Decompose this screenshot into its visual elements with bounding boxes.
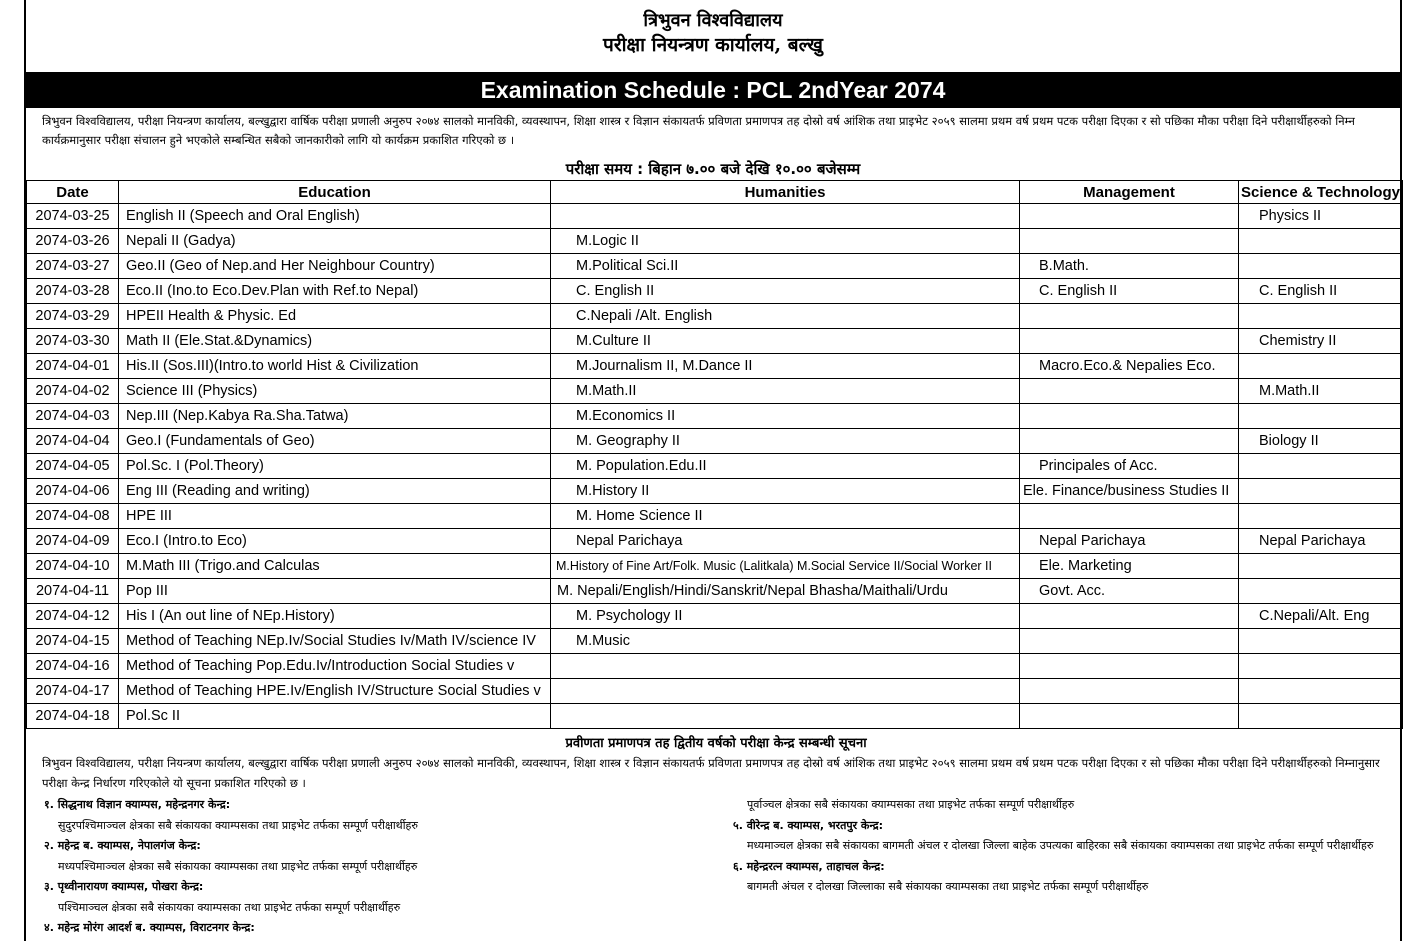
table-row	[27, 504, 1403, 529]
date-cell: 2074-03-26	[27, 229, 119, 254]
education-cell: Pol.Sc II	[119, 704, 551, 729]
humanities-cell: M.Math.II	[551, 379, 1020, 404]
management-cell	[1020, 379, 1239, 404]
humanities-cell: M. Psychology II	[551, 604, 1020, 629]
management-cell: Govt. Acc.	[1020, 579, 1239, 604]
education-cell: Eng III (Reading and writing)	[119, 479, 551, 504]
table-header-row	[27, 181, 1403, 204]
science-cell	[1239, 254, 1403, 279]
table-row	[27, 254, 1403, 279]
education-cell: Eco.II (Ino.to Eco.Dev.Plan with Ref.to Nepal)	[119, 279, 551, 304]
education-cell: Eco.I (Intro.to Eco)	[119, 529, 551, 554]
science-cell: M.Math.II	[1239, 379, 1403, 404]
management-cell: Ele. Finance/business Studies II	[1020, 479, 1239, 504]
education-cell: English II (Speech and Oral English)	[119, 204, 551, 229]
date-cell: 2074-04-16	[27, 654, 119, 679]
date-cell: 2074-04-09	[27, 529, 119, 554]
exam-time: परीक्षा समय : बिहान ७.०० बजे देखि १०.०० बजेसम्म	[565, 160, 861, 178]
education-cell: HPE III	[119, 504, 551, 529]
science-cell	[1239, 304, 1403, 329]
header	[26, 0, 1400, 72]
table-row	[27, 629, 1403, 654]
table-row	[27, 604, 1403, 629]
science-cell	[1239, 654, 1403, 679]
humanities-cell	[551, 679, 1020, 704]
date-cell: 2074-03-29	[27, 304, 119, 329]
management-cell	[1020, 429, 1239, 454]
education-cell: His I (An out line of NEp.History)	[119, 604, 551, 629]
management-cell	[1020, 504, 1239, 529]
schedule-title-banner: Examination Schedule : PCL 2ndYear 2074	[26, 72, 1400, 108]
center-name: ४. महेन्द्र मोरंग आदर्श ब. क्याम्पस, विराटनगर केन्द्र:	[44, 921, 255, 934]
date-cell: 2074-04-01	[27, 354, 119, 379]
management-cell	[1020, 304, 1239, 329]
science-cell: C. English II	[1239, 279, 1403, 304]
education-cell: Math II (Ele.Stat.&Dynamics)	[119, 329, 551, 354]
management-cell	[1020, 654, 1239, 679]
education-cell: Geo.II (Geo of Nep.and Her Neighbour Country)	[119, 254, 551, 279]
centers-left-column	[42, 795, 731, 939]
table-row	[27, 554, 1403, 579]
science-cell	[1239, 454, 1403, 479]
table-row	[27, 654, 1403, 679]
humanities-cell: C.Nepali /Alt. English	[551, 304, 1020, 329]
table-row	[27, 454, 1403, 479]
education-cell: Pop III	[119, 579, 551, 604]
notice-body: त्रिभुवन विश्वविद्यालय, परीक्षा नियन्त्रण कार्यालय, बल्खुद्वारा वार्षिक परीक्षा प्रणाली अनुरुप २०७४ सालको मानविकी, व्यवस्थापन, शिक्षा शास्त्र र विज्ञान संकायतर्फ प्रविणता प्रमाणपत्र तह दोस्रो वर्ष आंशिक तथा प्राइभेट २०५९ सालमा प्रथम वर्ष प्रथम पटक परीक्षा दिएका र सो पछिका मौका परीक्षा दिने परीक्षार्थीहरुको निम्नानुसार परीक्षा केन्द्र निर्धारण गरिएकोले यो सूचना प्रकाशित गरिएको छ ।	[42, 756, 1380, 790]
science-cell: Chemistry II	[1239, 329, 1403, 354]
humanities-cell: M.Music	[551, 629, 1020, 654]
management-cell	[1020, 629, 1239, 654]
management-cell: B.Math.	[1020, 254, 1239, 279]
table-row	[27, 279, 1403, 304]
management-cell	[1020, 404, 1239, 429]
date-cell: 2074-04-02	[27, 379, 119, 404]
humanities-cell: C. English II	[551, 279, 1020, 304]
table-row	[27, 354, 1403, 379]
education-cell: His.II (Sos.III)(Intro.to world Hist & Civilization	[119, 354, 551, 379]
intro-paragraph: त्रिभुवन विश्वविद्यालय, परीक्षा नियन्त्रण कार्यालय, बल्खुद्वारा वार्षिक परीक्षा प्रणाली अनुरुप २०७४ सालको मानविकी, व्यवस्थापन, शिक्षा शास्त्र र विज्ञान संकायतर्फ प्रविणता प्रमाणपत्र तह दोस्रो वर्ष आंशिक तथा प्राइभेट २०५९ सालमा प्रथम वर्ष प्रथम पटक परीक्षा दिएका र सो पछिका मौका परीक्षा दिने परीक्षार्थीहरुको निम्न कार्यक्रमानुसार परीक्षा संचालन हुने भएकोले सम्बन्धित सबैको जानकारीको लागि यो कार्यक्रम प्रकाशित गरिएको छ ।	[42, 114, 1355, 147]
date-cell: 2074-04-03	[27, 404, 119, 429]
date-cell: 2074-04-08	[27, 504, 119, 529]
header-management: Management	[1020, 181, 1239, 204]
table-row	[27, 304, 1403, 329]
date-cell: 2074-04-17	[27, 679, 119, 704]
education-cell: Method of Teaching NEp.Iv/Social Studies Iv/Math IV/science IV	[119, 629, 551, 654]
header-science-technology: Science & Technology	[1239, 181, 1403, 204]
humanities-cell: M.Journalism II, M.Dance II	[551, 354, 1020, 379]
management-cell: Nepal Parichaya	[1020, 529, 1239, 554]
table-row	[27, 379, 1403, 404]
date-cell: 2074-04-06	[27, 479, 119, 504]
education-cell: Nep.III (Nep.Kabya Ra.Sha.Tatwa)	[119, 404, 551, 429]
table-row	[27, 404, 1403, 429]
center-description: सुदुरपश्चिमाञ्चल क्षेत्रका सबै संकायका क्याम्पसका तथा प्राइभेट तर्फका सम्पूर्ण परीक्षार्थीहरु	[58, 818, 418, 832]
education-cell: Nepali II (Gadya)	[119, 229, 551, 254]
management-cell	[1020, 679, 1239, 704]
table-row	[27, 529, 1403, 554]
date-cell: 2074-04-05	[27, 454, 119, 479]
education-cell: Pol.Sc. I (Pol.Theory)	[119, 454, 551, 479]
table-row	[27, 329, 1403, 354]
science-cell: C.Nepali/Alt. Eng	[1239, 604, 1403, 629]
center-description: मध्यपश्चिमाञ्चल क्षेत्रका सबै संकायका क्याम्पसका तथा प्राइभेट तर्फका सम्पूर्ण परीक्षार्थीहरु	[58, 859, 418, 873]
management-cell	[1020, 329, 1239, 354]
exam-centers	[42, 795, 1390, 939]
management-cell: Macro.Eco.& Nepalies Eco.	[1020, 354, 1239, 379]
science-cell	[1239, 629, 1403, 654]
humanities-cell: M. Population.Edu.II	[551, 454, 1020, 479]
table-row	[27, 679, 1403, 704]
center-description: बागमती अंचल र दोलखा जिल्लाका सबै संकायका क्याम्पसका तथा प्राइभेट तर्फका सम्पूर्ण परीक्षार्थीहरु	[746, 880, 1149, 893]
humanities-cell: M. Nepali/English/Hindi/Sanskrit/Nepal Bhasha/Maithali/Urdu	[551, 579, 1020, 604]
date-cell: 2074-03-25	[27, 204, 119, 229]
humanities-cell: M. Geography II	[551, 429, 1020, 454]
management-cell: Ele. Marketing	[1020, 554, 1239, 579]
table-row	[27, 204, 1403, 229]
science-cell	[1239, 354, 1403, 379]
header-date: Date	[27, 181, 119, 204]
center-name: १. सिद्धनाथ विज्ञान क्याम्पस, महेन्द्रनगर केन्द्र:	[44, 798, 231, 811]
humanities-cell: M.Economics II	[551, 404, 1020, 429]
education-cell: M.Math III (Trigo.and Calculas	[119, 554, 551, 579]
humanities-cell: Nepal Parichaya	[551, 529, 1020, 554]
center-name: ३. पृथ्वीनारायण क्याम्पस, पोखरा केन्द्र:	[44, 880, 204, 893]
center-description: पश्चिमाञ्चल क्षेत्रका सबै संकायका क्याम्पसका तथा प्राइभेट तर्फका सम्पूर्ण परीक्षार्थीहरु	[58, 900, 401, 914]
table-row	[27, 579, 1403, 604]
science-cell	[1239, 579, 1403, 604]
date-cell: 2074-04-10	[27, 554, 119, 579]
centers-right-column	[731, 795, 1390, 939]
education-cell: Method of Teaching Pop.Edu.Iv/Introduction Social Studies v	[119, 654, 551, 679]
table-row	[27, 479, 1403, 504]
science-cell	[1239, 554, 1403, 579]
management-cell	[1020, 229, 1239, 254]
management-cell	[1020, 704, 1239, 729]
table-row	[27, 704, 1403, 729]
center-name: ५. वीरेन्द्र ब. क्याम्पस, भरतपुर केन्द्र:	[732, 818, 884, 832]
center-name: २. महेन्द्र ब. क्याम्पस, नेपालगंज केन्द्र:	[44, 839, 201, 852]
humanities-cell: M. Home Science II	[551, 504, 1020, 529]
humanities-cell: M.Logic II	[551, 229, 1020, 254]
header-humanities: Humanities	[551, 181, 1020, 204]
center-description: पूर्वाञ्चल क्षेत्रका सबै संकायका क्याम्पसका तथा प्राइभेट तर्फका सम्पूर्ण परीक्षार्थीहरु	[746, 798, 1075, 811]
management-cell: Principales of Acc.	[1020, 454, 1239, 479]
management-cell: C. English II	[1020, 279, 1239, 304]
science-cell	[1239, 479, 1403, 504]
office-name: परीक्षा नियन्त्रण कार्यालय, बल्खु	[603, 34, 823, 56]
education-cell: Science III (Physics)	[119, 379, 551, 404]
humanities-cell: M.Political Sci.II	[551, 254, 1020, 279]
notice-title: प्रवीणता प्रमाणपत्र तह द्वितीय वर्षको परीक्षा केन्द्र सम्बन्धी सूचना	[565, 736, 867, 751]
science-cell: Nepal Parichaya	[1239, 529, 1403, 554]
science-cell	[1239, 404, 1403, 429]
date-cell: 2074-04-04	[27, 429, 119, 454]
exam-notice-page	[24, 0, 1402, 941]
science-cell: Physics II	[1239, 204, 1403, 229]
science-cell	[1239, 704, 1403, 729]
schedule-body	[27, 204, 1403, 729]
table-row	[27, 229, 1403, 254]
table-row	[27, 429, 1403, 454]
header-education: Education	[119, 181, 551, 204]
humanities-cell: M.Culture II	[551, 329, 1020, 354]
science-cell	[1239, 679, 1403, 704]
date-cell: 2074-04-12	[27, 604, 119, 629]
date-cell: 2074-04-18	[27, 704, 119, 729]
science-cell	[1239, 504, 1403, 529]
education-cell: Method of Teaching HPE.Iv/English IV/Structure Social Studies v	[119, 679, 551, 704]
humanities-cell	[551, 654, 1020, 679]
humanities-cell: M.History II	[551, 479, 1020, 504]
science-cell	[1239, 229, 1403, 254]
center-description: मध्यमाञ्चल क्षेत्रका सबै संकायका बागमती अंचल र दोलखा जिल्ला बाहेक उपत्यका बाहिरका सबै संकायका क्याम्पसका तथा प्राइभेट तर्फका सम्पूर्ण परीक्षार्थीहरु	[746, 839, 1374, 852]
humanities-cell	[551, 704, 1020, 729]
date-cell: 2074-03-30	[27, 329, 119, 354]
humanities-cell	[551, 204, 1020, 229]
university-name: त्रिभुवन विश्वविद्यालय	[643, 10, 783, 31]
management-cell	[1020, 204, 1239, 229]
date-cell: 2074-04-15	[27, 629, 119, 654]
education-cell: HPEII Health & Physic. Ed	[119, 304, 551, 329]
date-cell: 2074-04-11	[27, 579, 119, 604]
science-cell: Biology II	[1239, 429, 1403, 454]
date-cell: 2074-03-28	[27, 279, 119, 304]
schedule-table	[26, 180, 1403, 729]
humanities-cell: M.History of Fine Art/Folk. Music (Lalitkala) M.Social Service II/Social Worker II	[551, 554, 1020, 579]
center-name: ६. महेन्द्ररत्न क्याम्पस, ताहाचल केन्द्र:	[732, 859, 885, 873]
center-notice	[26, 729, 1400, 939]
education-cell: Geo.I (Fundamentals of Geo)	[119, 429, 551, 454]
date-cell: 2074-03-27	[27, 254, 119, 279]
management-cell	[1020, 604, 1239, 629]
